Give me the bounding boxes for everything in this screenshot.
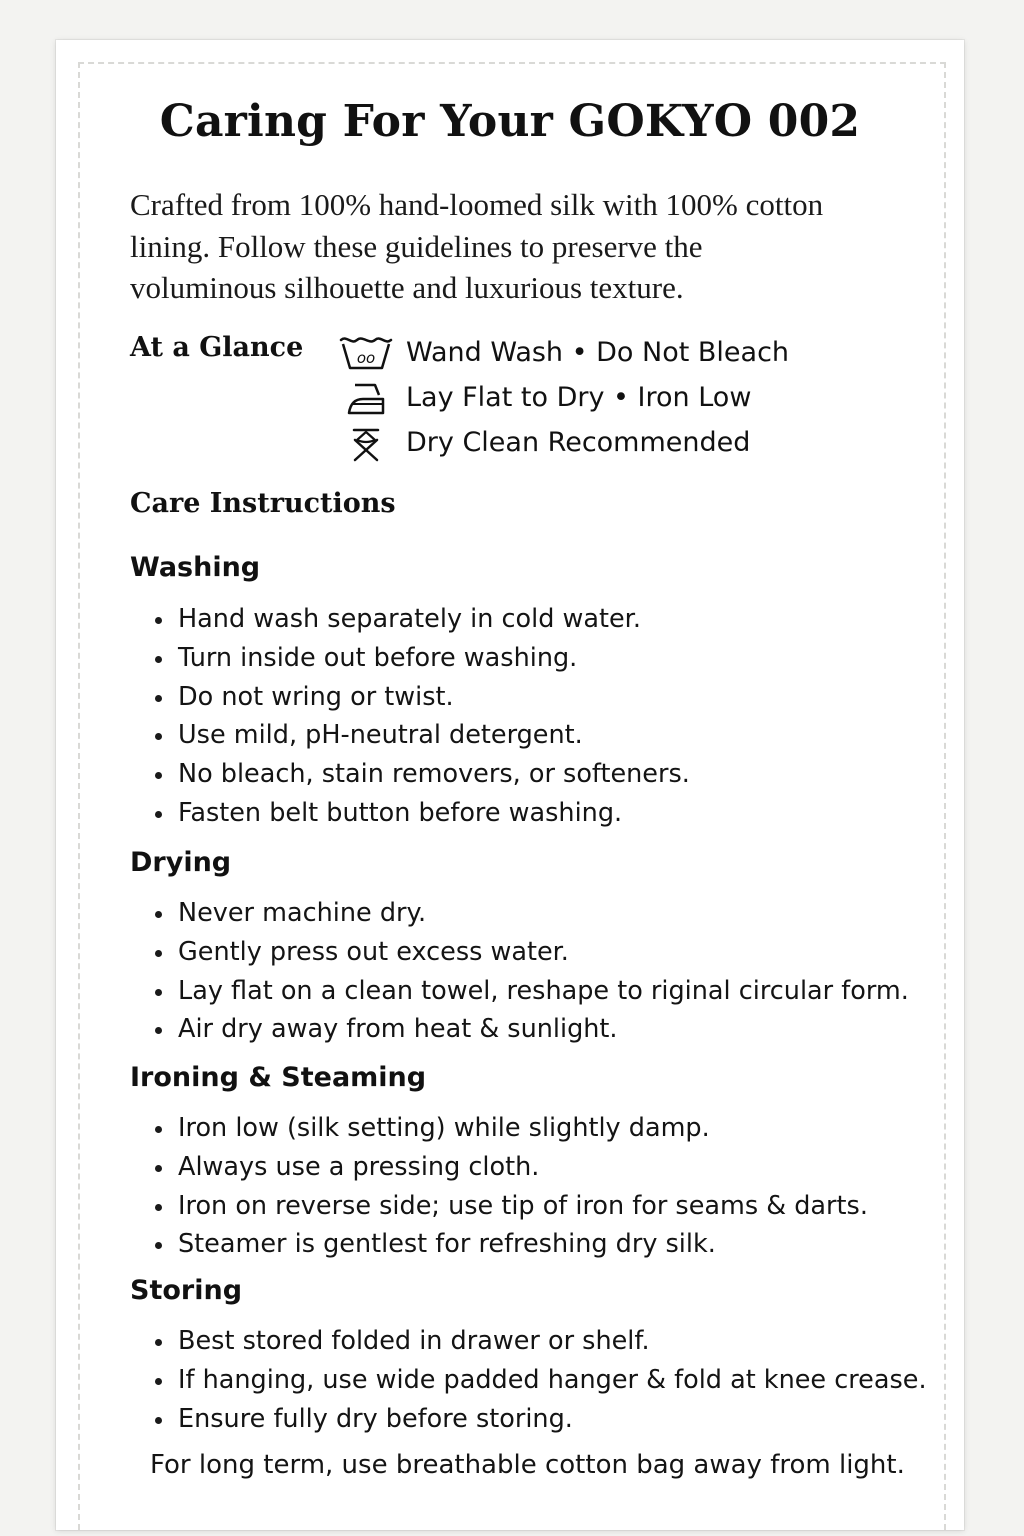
list-item: Ensure fully dry before storing. [152, 1400, 927, 1439]
intro-line: voluminous silhouette and luxurious texture. [130, 270, 684, 305]
storing-list [152, 1322, 927, 1438]
glance-text: Dry Clean Recommended [406, 426, 751, 458]
list-item: Air dry away from heat & sunlight. [152, 1010, 909, 1049]
intro-line: lining. Follow these guidelines to preserve the [130, 228, 703, 264]
wash-tub-icon [338, 332, 394, 372]
list-item: Steamer is gentlest for refreshing dry silk. [152, 1225, 868, 1264]
list-item: Iron on reverse side; use tip of iron for seams & darts. [152, 1187, 868, 1226]
list-item: Turn inside out before washing. [152, 639, 690, 678]
care-label-card [56, 40, 964, 1530]
glance-row-dry-clean [338, 422, 750, 462]
list-item: Never machine dry. [152, 894, 909, 933]
glance-row-wash [338, 332, 789, 372]
section-title-storing: Storing [130, 1275, 243, 1306]
list-item: Iron low (silk setting) while slightly damp. [152, 1109, 868, 1148]
page-title: Caring For Your GOKYO 002 [159, 96, 861, 147]
section-title-drying: Drying [130, 847, 232, 878]
glance-row-iron [338, 377, 751, 417]
list-item: Gently press out excess water. [152, 933, 909, 972]
list-item: Use mild, pH-neutral detergent. [152, 716, 690, 755]
intro-line: Crafted from 100% hand-loomed silk with 100% cotton [130, 187, 824, 222]
list-item: Best stored folded in drawer or shelf. [152, 1322, 927, 1361]
ironing-list [152, 1109, 868, 1264]
glance-label: At a Glance [130, 332, 304, 363]
care-instructions-heading: Care Instructions [130, 488, 396, 519]
list-item: Fasten belt button before washing. [152, 794, 690, 833]
list-item: If hanging, use wide padded hanger & fold at knee crease. [152, 1361, 927, 1400]
section-title-washing: Washing [130, 552, 261, 583]
list-item: Hand wash separately in cold water. [152, 600, 690, 639]
glance-text: Wand Wash • Do Not Bleach [406, 336, 790, 368]
section-title-ironing: Ironing & Steaming [130, 1062, 427, 1093]
washing-list [152, 600, 690, 833]
footer-note: For long term, use breathable cotton bag away from light. [150, 1450, 905, 1480]
svg-text:oo: oo [356, 349, 376, 367]
drying-list [152, 894, 909, 1049]
intro-paragraph [130, 184, 930, 309]
list-item: Do not wring or twist. [152, 678, 690, 717]
iron-icon [338, 377, 394, 417]
glance-text: Lay Flat to Dry • Iron Low [406, 381, 752, 413]
list-item: Lay flat on a clean towel, reshape to riginal circular form. [152, 972, 909, 1011]
list-item: Always use a pressing cloth. [152, 1148, 868, 1187]
dry-clean-icon [338, 422, 394, 462]
list-item: No bleach, stain removers, or softeners. [152, 755, 690, 794]
